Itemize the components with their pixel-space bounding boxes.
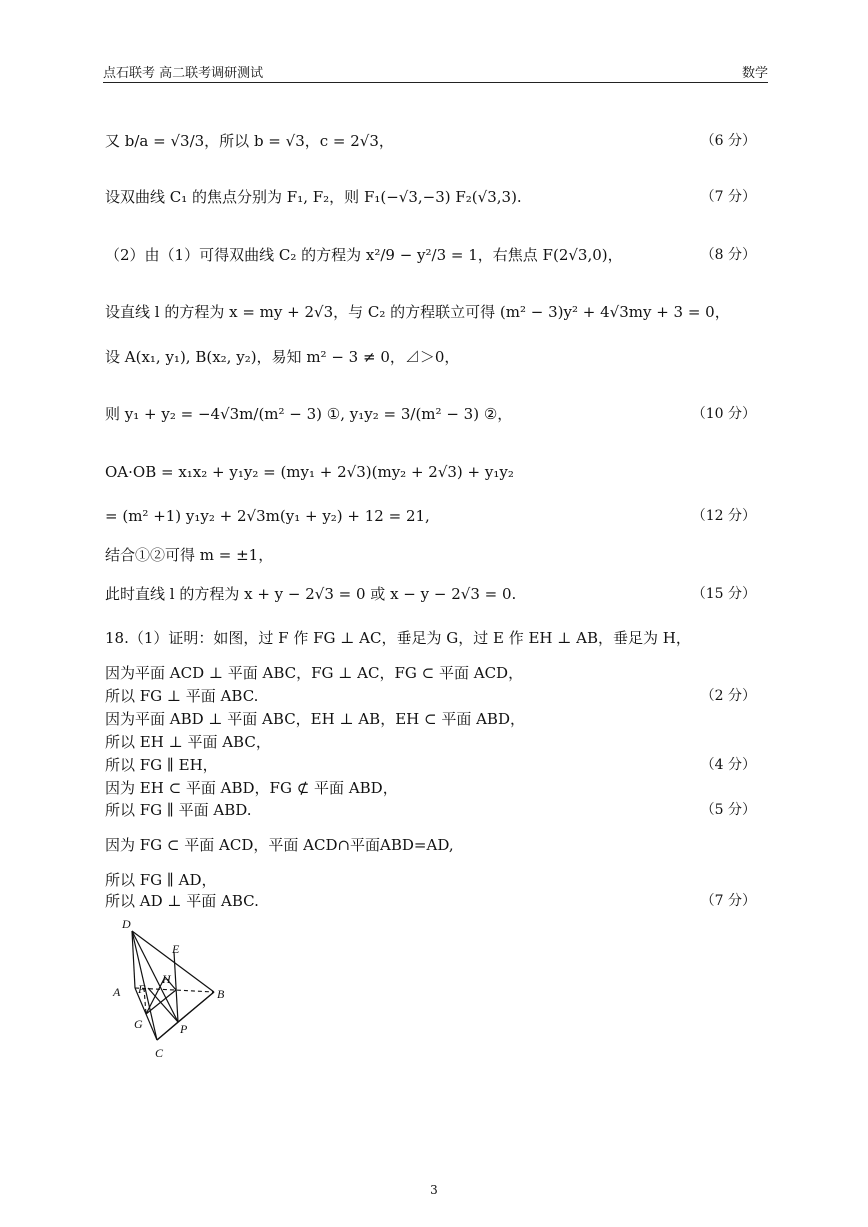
score-13: （2 分）: [700, 688, 756, 704]
line-20: 所以 FG ∥ AD，: [105, 871, 217, 889]
score-2: （7 分）: [700, 189, 756, 205]
line-1: 又 b/a = √3/3，所以 b = √3，c = 2√3，: [105, 132, 394, 150]
label-A: A: [113, 985, 121, 999]
line-15: 所以 EH ⊥ 平面 ABC，: [105, 733, 271, 751]
label-F: F: [138, 982, 146, 996]
line-3: （2）由（1）可得双曲线 C₂ 的方程为 x²/9 − y²/3 = 1，右焦点 F(2√3,0)，: [105, 246, 623, 264]
line-4: 设直线 l 的方程为 x = my + 2√3，与 C₂ 的方程联立可得 (m² − 3)y² + 4√3my + 3 = 0，: [105, 303, 730, 321]
score-6: （10 分）: [691, 406, 756, 422]
line-11: 18.（1）证明：如图，过 F 作 FG ⊥ AC，垂足为 G，过 E 作 EH ⊥ AB，垂足为 H，: [105, 629, 691, 647]
line-14: 因为平面 ABD ⊥ 平面 ABC，EH ⊥ AB，EH ⊂ 平面 ABD，: [105, 710, 525, 728]
page-header: [103, 62, 768, 83]
line-10: 此时直线 l 的方程为 x + y − 2√3 = 0 或 x − y − 2√3 = 0.: [105, 585, 517, 603]
line-9: 结合①②可得 m = ±1，: [105, 546, 274, 564]
line-2: 设双曲线 C₁ 的焦点分别为 F₁, F₂，则 F₁(−√3,−3) F₂(√3,3).: [105, 188, 522, 206]
geometry-figure: [110, 915, 240, 1065]
label-B: B: [217, 987, 225, 1001]
line-12: 因为平面 ACD ⊥ 平面 ABC，FG ⊥ AC，FG ⊂ 平面 ACD，: [105, 664, 524, 682]
score-10: （15 分）: [691, 586, 756, 602]
line-19: 因为 FG ⊂ 平面 ACD，平面 ACD∩平面ABD=AD,: [105, 836, 454, 854]
label-G: G: [134, 1017, 143, 1031]
line-5: 设 A(x₁, y₁), B(x₂, y₂)，易知 m² − 3 ≠ 0，⊿＞0，: [105, 348, 460, 366]
line-8: = (m² +1) y₁y₂ + 2√3m(y₁ + y₂) + 12 = 21,: [105, 507, 430, 525]
score-18: （5 分）: [700, 802, 756, 818]
line-21: 所以 AD ⊥ 平面 ABC.: [105, 892, 259, 910]
label-E: E: [172, 942, 180, 956]
label-P: P: [180, 1022, 188, 1036]
line-18: 所以 FG ∥ 平面 ABD.: [105, 801, 252, 819]
line-6: 则 y₁ + y₂ = −4√3m/(m² − 3) ①, y₁y₂ = 3/(m² − 3) ②，: [105, 405, 513, 423]
label-C: C: [155, 1046, 164, 1060]
header-subject: 数学: [741, 66, 768, 81]
score-21: （7 分）: [700, 893, 756, 909]
score-3: （8 分）: [700, 247, 756, 263]
score-8: （12 分）: [691, 508, 756, 524]
line-17: 因为 EH ⊂ 平面 ABD，FG ⊄ 平面 ABD，: [105, 779, 398, 797]
header-title: 点石联考 高二联考调研测试: [103, 66, 264, 81]
line-13: 所以 FG ⊥ 平面 ABC.: [105, 687, 259, 705]
line-16: 所以 FG ∥ EH，: [105, 756, 218, 774]
score-1: （6 分）: [700, 133, 756, 149]
page-number: 3: [430, 1183, 438, 1197]
label-D: D: [122, 917, 131, 931]
line-7: OA·OB = x₁x₂ + y₁y₂ = (my₁ + 2√3)(my₂ + 2√3) + y₁y₂: [105, 463, 514, 481]
label-H: H: [162, 972, 171, 986]
score-16: （4 分）: [700, 757, 756, 773]
